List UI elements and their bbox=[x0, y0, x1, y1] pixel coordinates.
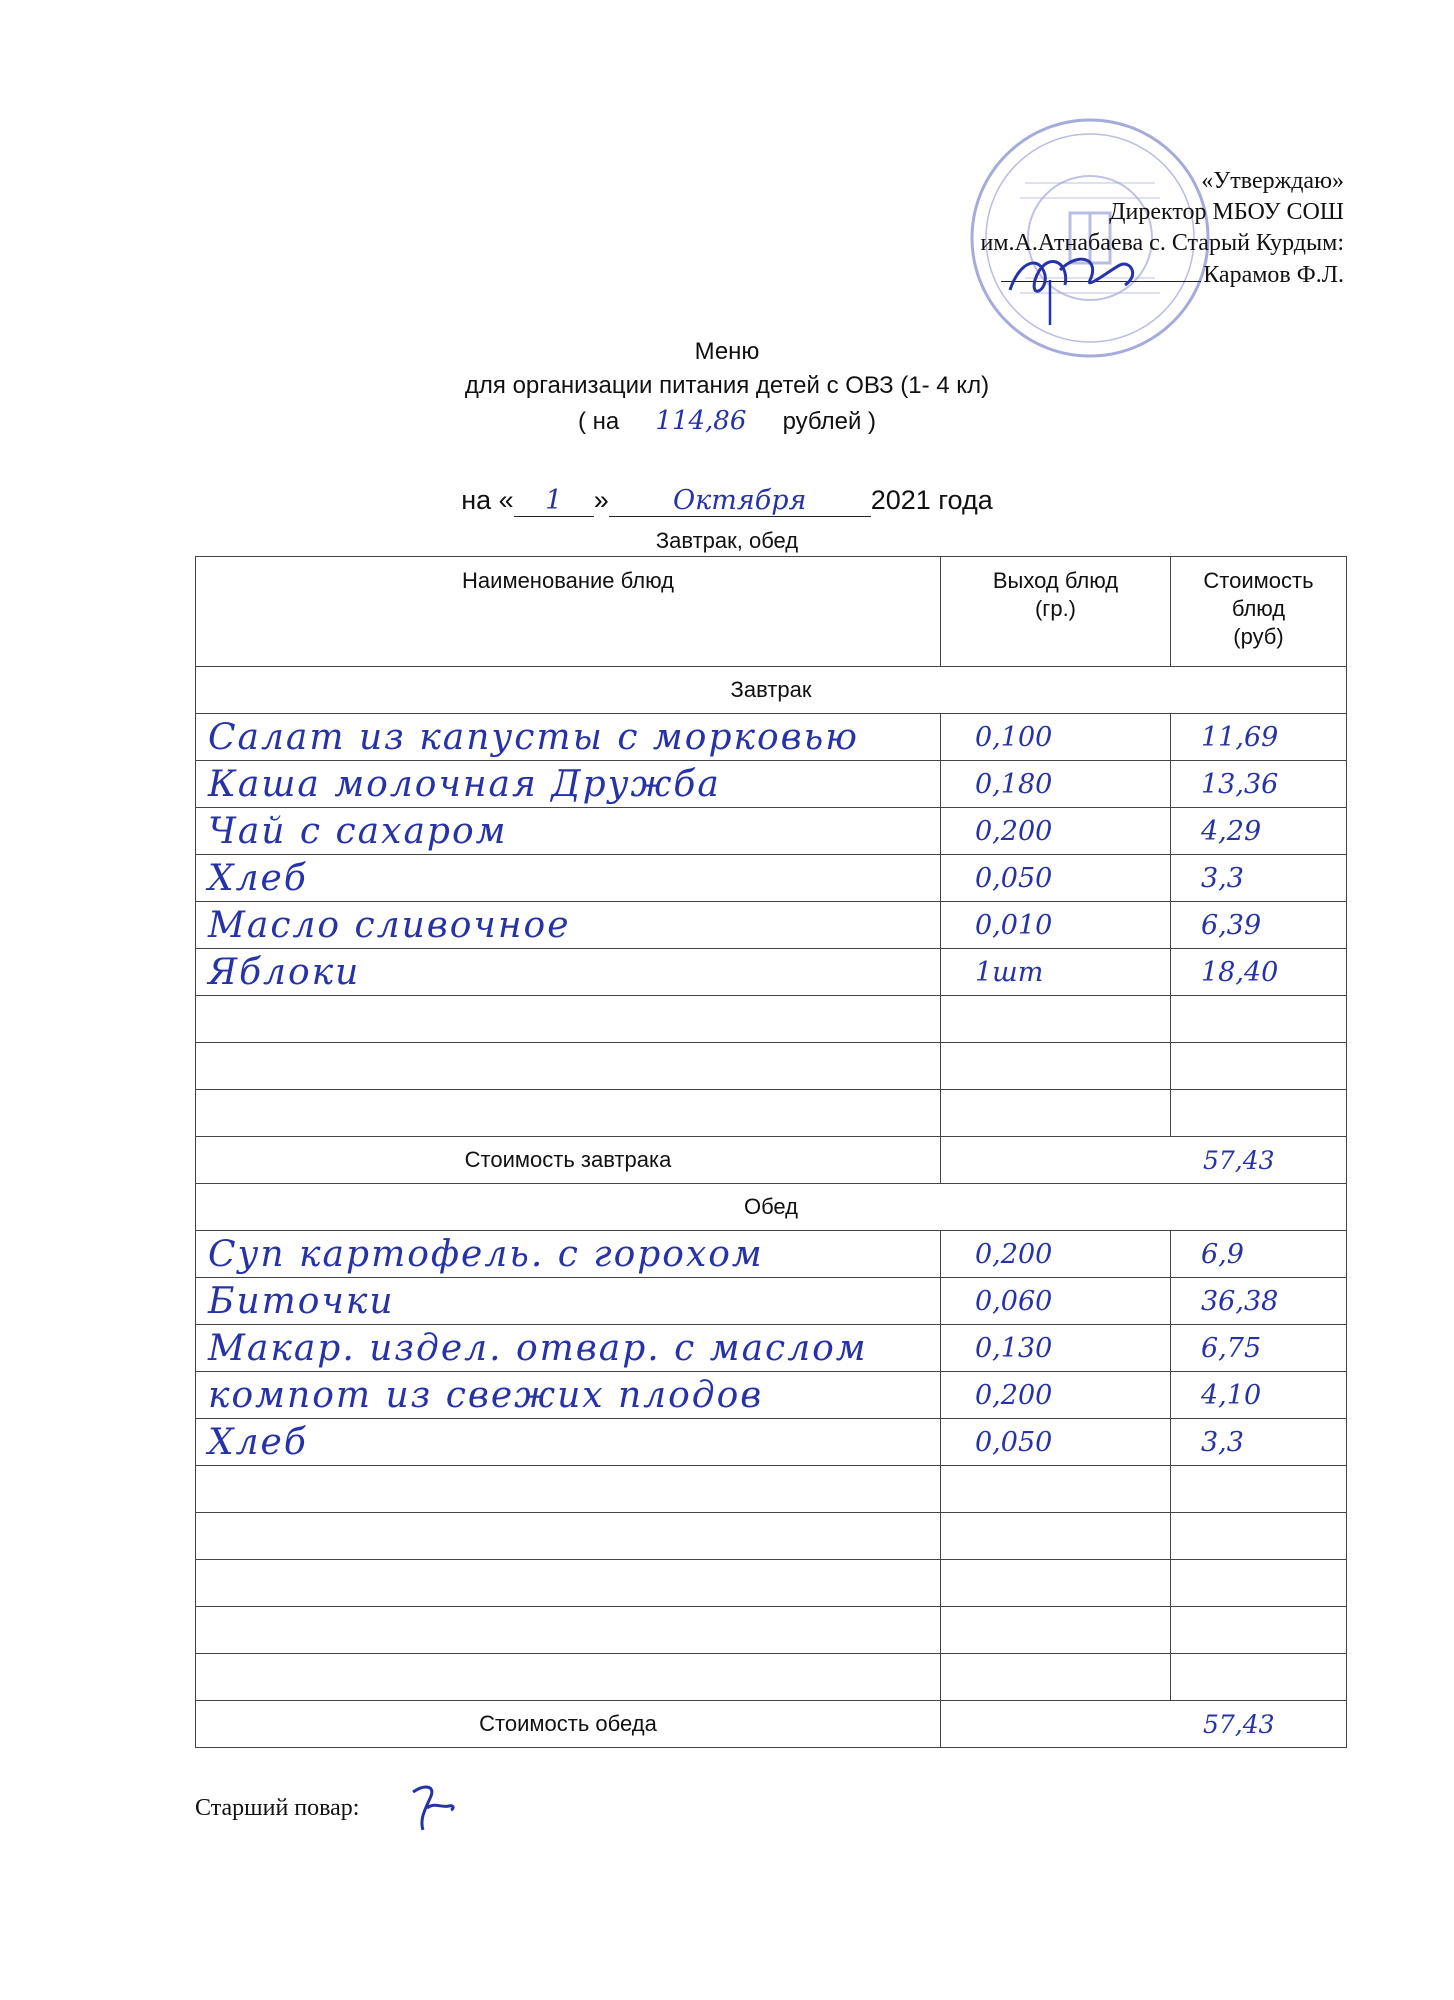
section-breakfast: Завтрак bbox=[196, 667, 1347, 714]
table-row bbox=[196, 1278, 1347, 1325]
dish-price: 13,36 bbox=[1171, 761, 1347, 808]
dish-weight: 0,060 bbox=[941, 1278, 1171, 1325]
table-row bbox=[196, 902, 1347, 949]
dish-weight: 0,180 bbox=[941, 761, 1171, 808]
approval-title: «Утверждаю» bbox=[1201, 168, 1344, 194]
dish-price: 4,29 bbox=[1171, 808, 1347, 855]
page-subtitle: для организации питания детей с ОВЗ (1- 4 кл) bbox=[464, 372, 990, 399]
table-row bbox=[196, 1231, 1347, 1278]
empty-row bbox=[196, 1043, 1347, 1090]
dish-name: Хлеб bbox=[196, 855, 941, 902]
col-weight-text-2: (гр.) bbox=[1034, 596, 1077, 621]
breakfast-total-value: 57,43 bbox=[941, 1137, 1347, 1184]
empty-row bbox=[196, 1607, 1347, 1654]
dish-name: Масло сливочное bbox=[196, 902, 941, 949]
table-row bbox=[196, 949, 1347, 996]
dish-price: 11,69 bbox=[1171, 714, 1347, 761]
amount-value: 114,86 bbox=[655, 406, 747, 436]
dish-price: 6,75 bbox=[1171, 1325, 1347, 1372]
dish-name: Хлеб bbox=[196, 1419, 941, 1466]
approval-position: Директор МБОУ СОШ bbox=[1109, 199, 1344, 225]
amount-prefix: ( на bbox=[577, 408, 620, 435]
section-lunch: Обед bbox=[196, 1184, 1347, 1231]
empty-row bbox=[196, 1654, 1347, 1701]
amount-suffix: рублей ) bbox=[782, 408, 877, 435]
dish-name: Суп картофель. с горохом bbox=[196, 1231, 941, 1278]
amount-line bbox=[0, 405, 1454, 438]
breakfast-total-row bbox=[196, 1137, 1347, 1184]
date-prefix: на « bbox=[461, 485, 514, 515]
col-cost-header bbox=[1171, 557, 1347, 667]
dish-weight: 0,200 bbox=[941, 1372, 1171, 1419]
table-header bbox=[196, 557, 1347, 667]
director-name: Карамов Ф.Л. bbox=[1203, 262, 1344, 288]
table-row bbox=[196, 855, 1347, 902]
dish-weight: 1шт bbox=[941, 949, 1171, 996]
date-mid: » bbox=[593, 485, 609, 515]
approval-school: им.А.Атнабаева с. Старый Курдым: bbox=[980, 230, 1344, 256]
col-name-text: Наименование блюд bbox=[462, 568, 674, 593]
dish-price: 6,9 bbox=[1171, 1231, 1347, 1278]
empty-row bbox=[196, 1466, 1347, 1513]
dish-name: Яблоки bbox=[196, 949, 941, 996]
col-name-header bbox=[196, 557, 941, 667]
page-title: Меню bbox=[694, 338, 760, 365]
empty-row bbox=[196, 1513, 1347, 1560]
chef-label: Старший повар: bbox=[195, 1795, 360, 1821]
dish-name: Каша молочная Дружба bbox=[196, 761, 941, 808]
breakfast-total-label: Стоимость завтрака bbox=[196, 1137, 941, 1184]
dish-weight: 0,010 bbox=[941, 902, 1171, 949]
date-line bbox=[0, 485, 1454, 517]
dish-price: 6,39 bbox=[1171, 902, 1347, 949]
table-row bbox=[196, 1372, 1347, 1419]
col-weight-header bbox=[941, 557, 1171, 667]
dish-weight: 0,200 bbox=[941, 1231, 1171, 1278]
table-row bbox=[196, 714, 1347, 761]
dish-weight: 0,050 bbox=[941, 855, 1171, 902]
date-suffix: 2021 года bbox=[870, 485, 993, 515]
empty-row bbox=[196, 1560, 1347, 1607]
dish-weight: 0,100 bbox=[941, 714, 1171, 761]
dish-name: Макар. издел. отвар. с маслом bbox=[196, 1325, 941, 1372]
dish-name: Салат из капусты с морковью bbox=[196, 714, 941, 761]
meals-label: Завтрак, обед bbox=[655, 528, 799, 553]
lunch-total-label: Стоимость обеда bbox=[196, 1701, 941, 1748]
dish-name: Чай с сахаром bbox=[196, 808, 941, 855]
table-row bbox=[196, 1419, 1347, 1466]
col-cost-text-1: Стоимость bbox=[1203, 568, 1314, 593]
director-signature bbox=[990, 230, 1150, 330]
dish-price: 3,3 bbox=[1171, 855, 1347, 902]
lunch-total-row bbox=[196, 1701, 1347, 1748]
chef-signature bbox=[405, 1778, 465, 1838]
dish-weight: 0,130 bbox=[941, 1325, 1171, 1372]
dish-weight: 0,050 bbox=[941, 1419, 1171, 1466]
dish-price: 18,40 bbox=[1171, 949, 1347, 996]
dish-name: компот из свежих плодов bbox=[196, 1372, 941, 1419]
lunch-total-value: 57,43 bbox=[941, 1701, 1347, 1748]
table-row bbox=[196, 1325, 1347, 1372]
dish-name: Биточки bbox=[196, 1278, 941, 1325]
menu-table bbox=[195, 556, 1347, 1748]
col-cost-text-2: блюд bbox=[1231, 596, 1286, 621]
empty-row bbox=[196, 1090, 1347, 1137]
table-row bbox=[196, 761, 1347, 808]
dish-price: 4,10 bbox=[1171, 1372, 1347, 1419]
empty-row bbox=[196, 996, 1347, 1043]
col-cost-text-3: (руб) bbox=[1233, 624, 1284, 649]
dish-price: 36,38 bbox=[1171, 1278, 1347, 1325]
dish-weight: 0,200 bbox=[941, 808, 1171, 855]
dish-price: 3,3 bbox=[1171, 1419, 1347, 1466]
table-row bbox=[196, 808, 1347, 855]
date-day: 1 bbox=[514, 486, 594, 517]
col-weight-text-1: Выход блюд bbox=[992, 568, 1119, 593]
date-month: Октября bbox=[609, 486, 871, 517]
